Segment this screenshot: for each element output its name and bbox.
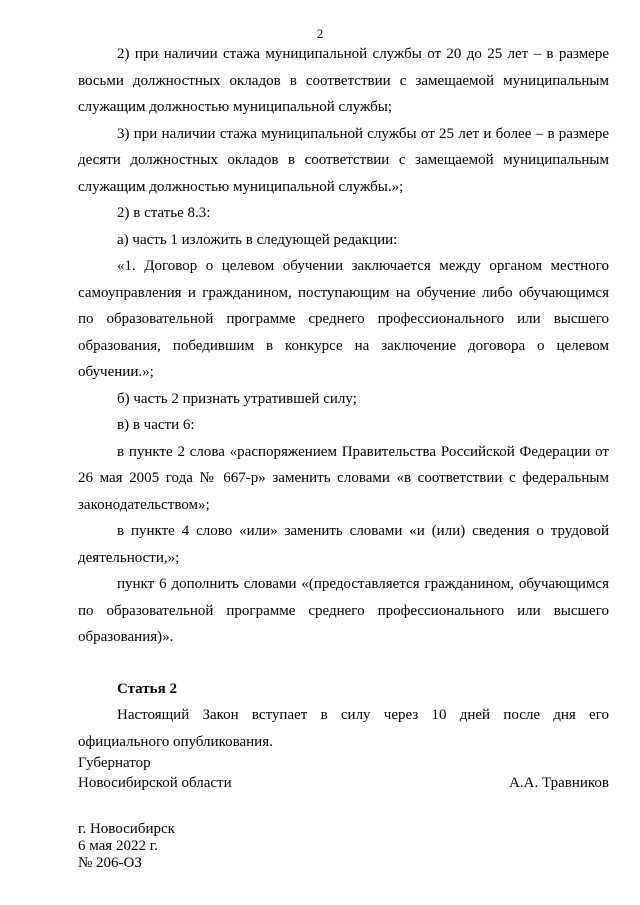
paragraph-point-2: в пункте 2 слова «распоряжением Правительства Российской Федерации от 26 мая 2005 года № 667-р» заменить словами «в соответствии с федеральным законодательством»; xyxy=(78,443,609,513)
signatory-name: А.А. Травников xyxy=(509,775,609,791)
paragraph-quoted-part-1: «1. Договор о целевом обучении заключается между органом местного самоуправления и гражданином, поступающим на обучение либо обучающимся по образовательной программе среднего профессионального или высшего образования, победившим в конкурсе на заключение договора о целевом обучении.»; xyxy=(78,258,609,380)
paragraph-item-3: 3) при наличии стажа муниципальной службы от 25 лет и более – в размере десяти должностных окладов в соответствии с замещаемой муниципальным служащим должностью муниципальной службы.»; xyxy=(78,125,609,195)
page-number: 2 xyxy=(316,26,324,41)
article-2-text: Настоящий Закон вступает в силу через 10 дней после дня его официального опубликования. xyxy=(78,707,609,750)
paragraph-article-8-3: 2) в статье 8.3: xyxy=(117,205,211,221)
article-2-heading: Статья 2 xyxy=(117,680,177,697)
paragraph-item-2: 2) при наличии стажа муниципальной службы от 20 до 25 лет – в размере восьми должностных окладов в соответствии с замещаемой муниципальным служащим должностью муниципальной службы; xyxy=(78,46,609,115)
paragraph-part-6: в) в части 6: xyxy=(117,417,195,433)
footer-number: № 206-ОЗ xyxy=(78,855,142,871)
signature-row xyxy=(78,773,609,793)
signature-block xyxy=(78,753,609,793)
document-body xyxy=(78,41,609,755)
signature-title-line2: Новосибирской области xyxy=(78,775,232,791)
paragraph-part-1: а) часть 1 изложить в следующей редакции: xyxy=(117,231,398,248)
paragraph-point-6: пункт 6 дополнить словами «(предоставляется гражданином, обучающимся по образовательной программе среднего профессионального или высшего образования)». xyxy=(78,576,609,645)
footer-city: г. Новосибирск xyxy=(78,821,175,837)
footer-date: 6 мая 2022 г. xyxy=(78,838,158,854)
paragraph-part-2: б) часть 2 признать утратившей силу; xyxy=(117,390,357,407)
paragraph-point-4: в пункте 4 слово «или» заменить словами «и (или) сведения о трудовой деятельности,»; xyxy=(78,523,609,566)
signature-title-line1: Губернатор xyxy=(78,755,151,771)
document-footer xyxy=(78,821,175,872)
